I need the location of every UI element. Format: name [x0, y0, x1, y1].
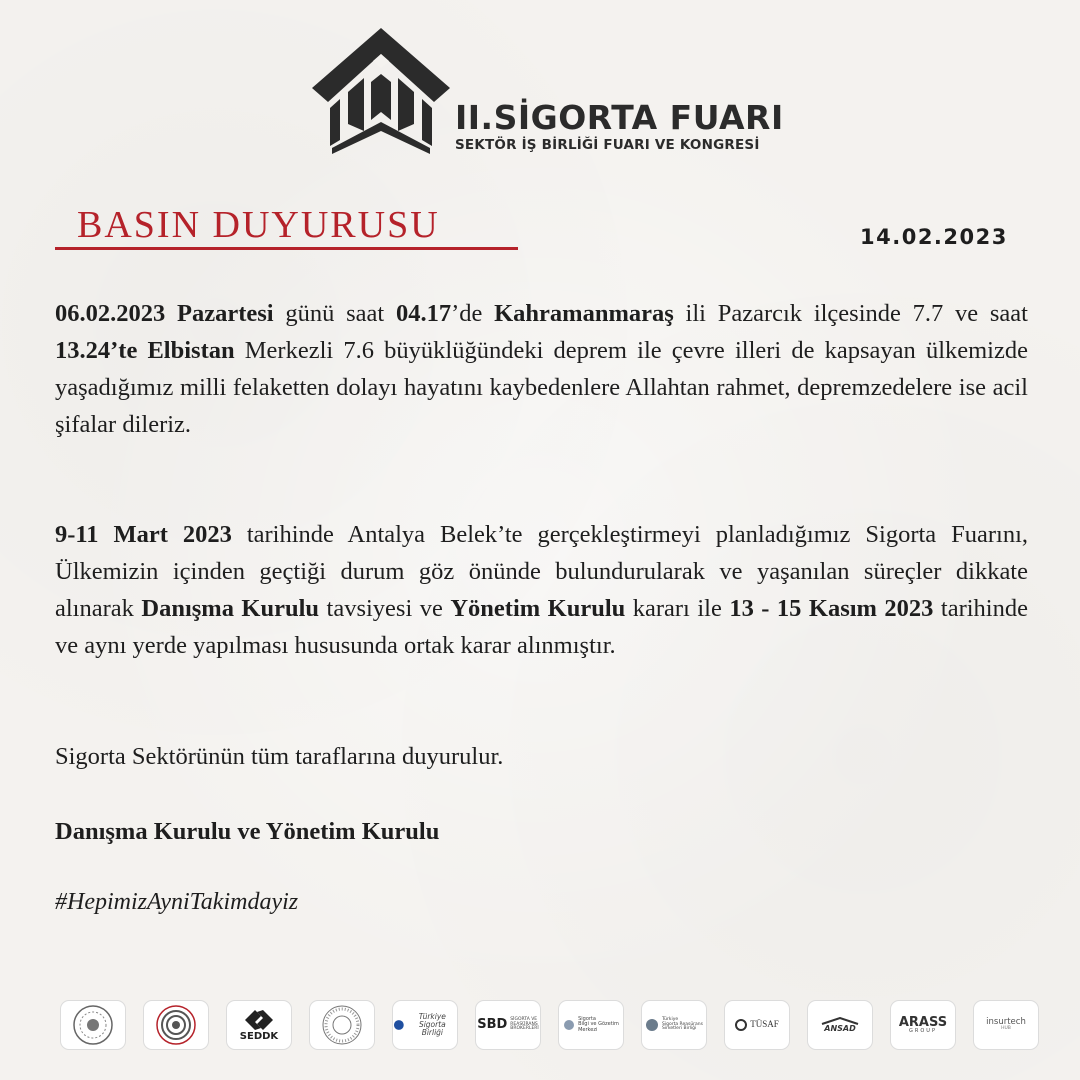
tusaf-label: TÜSAF: [750, 1019, 779, 1030]
state-seal-icon: [71, 1003, 115, 1047]
heading-underline: [55, 247, 518, 250]
text-run: 13 - 15 Kasım 2023: [729, 595, 934, 622]
paragraph-condolence: [55, 295, 1028, 443]
text-run: kararı ile: [625, 595, 730, 622]
sbm-label-line2: Bilgi ve Gözetim: [578, 1021, 619, 1028]
partner-logo-ministry: [60, 1000, 126, 1050]
tsb-label-line1: Türkiye: [418, 1012, 446, 1022]
brand-title: II.SİGORTA FUARI: [455, 98, 784, 137]
seddk-mark-icon: [241, 1008, 277, 1032]
partner-logo-sbd: [475, 1000, 541, 1050]
text-run: 9-11 Mart 2023: [55, 521, 232, 548]
release-date: 14.02.2023: [860, 225, 1008, 249]
fair-logo-icon: [312, 28, 450, 154]
partner-logo-tobb: [309, 1000, 375, 1050]
sbm-label-line1: Sigorta: [578, 1016, 596, 1023]
sbm-label-line3: Merkezi: [578, 1026, 598, 1033]
sbd-label: SBD: [477, 1017, 508, 1033]
tsrsb-mark-icon: [645, 1018, 659, 1032]
partner-logo-seddk: [226, 1000, 292, 1050]
signature: Danışma Kurulu ve Yönetim Kurulu: [55, 818, 440, 845]
partner-logo-arass: [890, 1000, 956, 1050]
text-run: ili Pazarcık ilçesinde 7.7 ve saat: [673, 300, 1028, 327]
ansad-label: ANSAD: [824, 1023, 856, 1033]
text-run: günü saat: [273, 300, 396, 327]
text-run: tavsiyesi ve: [319, 595, 451, 622]
arass-label: ARASS: [898, 1014, 948, 1030]
sbd-sub-line1: SİGORTA VE: [510, 1016, 538, 1022]
chamber-seal-icon: [320, 1003, 364, 1047]
text-run: tarihinde ve aynı yerde yapılması hususunda ortak karar alınmıştır.: [55, 595, 1028, 659]
text-run: 04.17: [395, 300, 452, 327]
tsrsb-label-line1: Türkiye: [662, 1016, 679, 1022]
text-run: 06.02.2023 Pazartesi: [55, 300, 274, 327]
partner-logo-tsrsb: [641, 1000, 707, 1050]
partner-logo-ansad: [807, 1000, 873, 1050]
partner-logos: [60, 1000, 1030, 1052]
text-run: ’de: [451, 300, 495, 327]
treasury-seal-icon: [154, 1003, 198, 1047]
tsrsb-label-line2: Sigorta Reasürans: [662, 1021, 703, 1027]
press-release-heading: BASIN DUYURUSU: [77, 204, 440, 246]
insurtech-sub-label: HUB: [1001, 1026, 1011, 1032]
partner-logo-insurtech: [973, 1000, 1039, 1050]
arass-sub-label: GROUP: [909, 1028, 937, 1035]
event-logo: [312, 28, 784, 158]
tsb-label-line2: Sigorta Birliği: [418, 1020, 446, 1037]
insurtech-label: insurtech: [986, 1017, 1026, 1028]
seddk-label: SEDDK: [239, 1030, 279, 1042]
tsrsb-label-line3: Sirketleri Birliği: [662, 1026, 697, 1032]
tsb-mark-icon: [393, 1019, 405, 1031]
text-run: tarihinde Antalya Belek’te gerçekleştirmeyi planladığımız Sigorta Fuarını, Ülkemizin içinden geçtiği durum göz önünde bulundurularak ve yaşanılan süreçler dikkate alınarak: [55, 521, 1029, 622]
closing-line: Sigorta Sektörünün tüm taraflarına duyurulur.: [55, 743, 504, 770]
brand-subtitle: SEKTÖR İŞ BİRLİĞİ FUARI VE KONGRESİ: [455, 137, 760, 153]
text-run: Kahramanmaraş: [494, 300, 674, 327]
sbm-mark-icon: [563, 1019, 575, 1031]
sbd-sub-line3: BROKERLERİ: [510, 1026, 539, 1032]
partner-logo-treasury: [143, 1000, 209, 1050]
paragraph-postponement: [55, 516, 1028, 664]
text-run: 13.24’te Elbistan: [55, 337, 235, 364]
partner-logo-sbm: [558, 1000, 624, 1050]
partner-logo-tusaf: [724, 1000, 790, 1050]
hashtag: #HepimizAyniTakimdayiz: [55, 889, 299, 915]
text-run: Danışma Kurulu: [141, 595, 320, 622]
text-run: Merkezli 7.6 büyüklüğündeki deprem ile çevre illeri de kapsayan ülkemizde yaşadığımız milli felaketten dolayı hayatını kaybedenlere Allahtan rahmet, depremzedelere ise acil şifalar dileriz.: [55, 337, 1028, 438]
partner-logo-tsb: [392, 1000, 458, 1050]
tusaf-mark-icon: [735, 1019, 747, 1031]
sbd-sub-line2: REASÜRANS: [510, 1021, 538, 1027]
text-run: Yönetim Kurulu: [450, 595, 626, 622]
